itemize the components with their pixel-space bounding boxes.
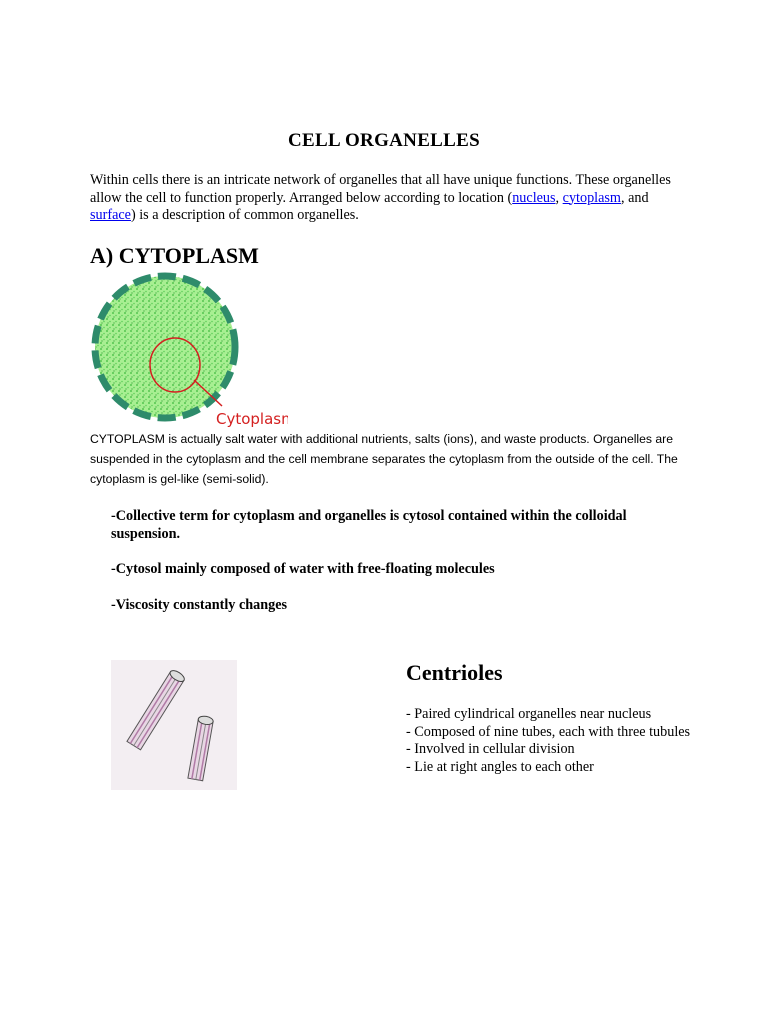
page-title: CELL ORGANELLES (288, 130, 480, 151)
cytoplasm-bullets (111, 508, 691, 632)
link-nucleus[interactable]: nucleus (512, 189, 556, 206)
cytoplasm-figure-label: Cytoplasm (216, 410, 288, 428)
list-item: - Paired cylindrical organelles near nucleus (406, 706, 652, 722)
intro-text-before: Within cells there is an intricate network of organelles that all have unique functions. These organelles allow the cell to function properly. Arranged below according to location ( (90, 172, 671, 206)
intro-paragraph (90, 172, 680, 225)
list-item: - Composed of nine tubes, each with three tubules (406, 723, 691, 740)
cytoplasm-bullet: -Cytosol mainly composed of water with free-floating molecules (111, 561, 495, 577)
centrioles-heading: Centrioles (406, 660, 503, 685)
cytoplasm-cell-figure (88, 270, 288, 430)
centriole-cylinder-small (188, 715, 214, 781)
centrioles-image (111, 660, 237, 790)
cytoplasm-description: CYTOPLASM is actually salt water with additional nutrients, salts (ions), and waste products. Organelles are suspended in the cytoplasm and the cell membrane separates the cytoplasm from the outside of the cell. The cytoplasm is gel-like (semi-solid). (90, 432, 678, 486)
list-item: - Lie at right angles to each other (406, 758, 594, 775)
centrioles-drawing (111, 660, 237, 790)
intro-sep-1: , (555, 189, 563, 206)
cytoplasm-bullet: -Viscosity constantly changes (111, 596, 288, 613)
section-heading-cytoplasm: A) CYTOPLASM (90, 243, 259, 268)
cell-diagram-svg (88, 270, 288, 430)
centrioles-list (406, 706, 706, 776)
link-surface[interactable]: surface (90, 207, 131, 223)
cytoplasm-bullet: -Collective term for cytoplasm and organelles is cytosol contained within the colloidal suspension. (111, 508, 627, 542)
link-cytoplasm[interactable]: cytoplasm (562, 189, 621, 206)
intro-sep-2: , and (620, 189, 649, 206)
centriole-cylinder-large (127, 668, 186, 749)
list-item: - Involved in cellular division (406, 741, 575, 757)
intro-text-after: ) is a description of common organelles. (130, 207, 359, 223)
